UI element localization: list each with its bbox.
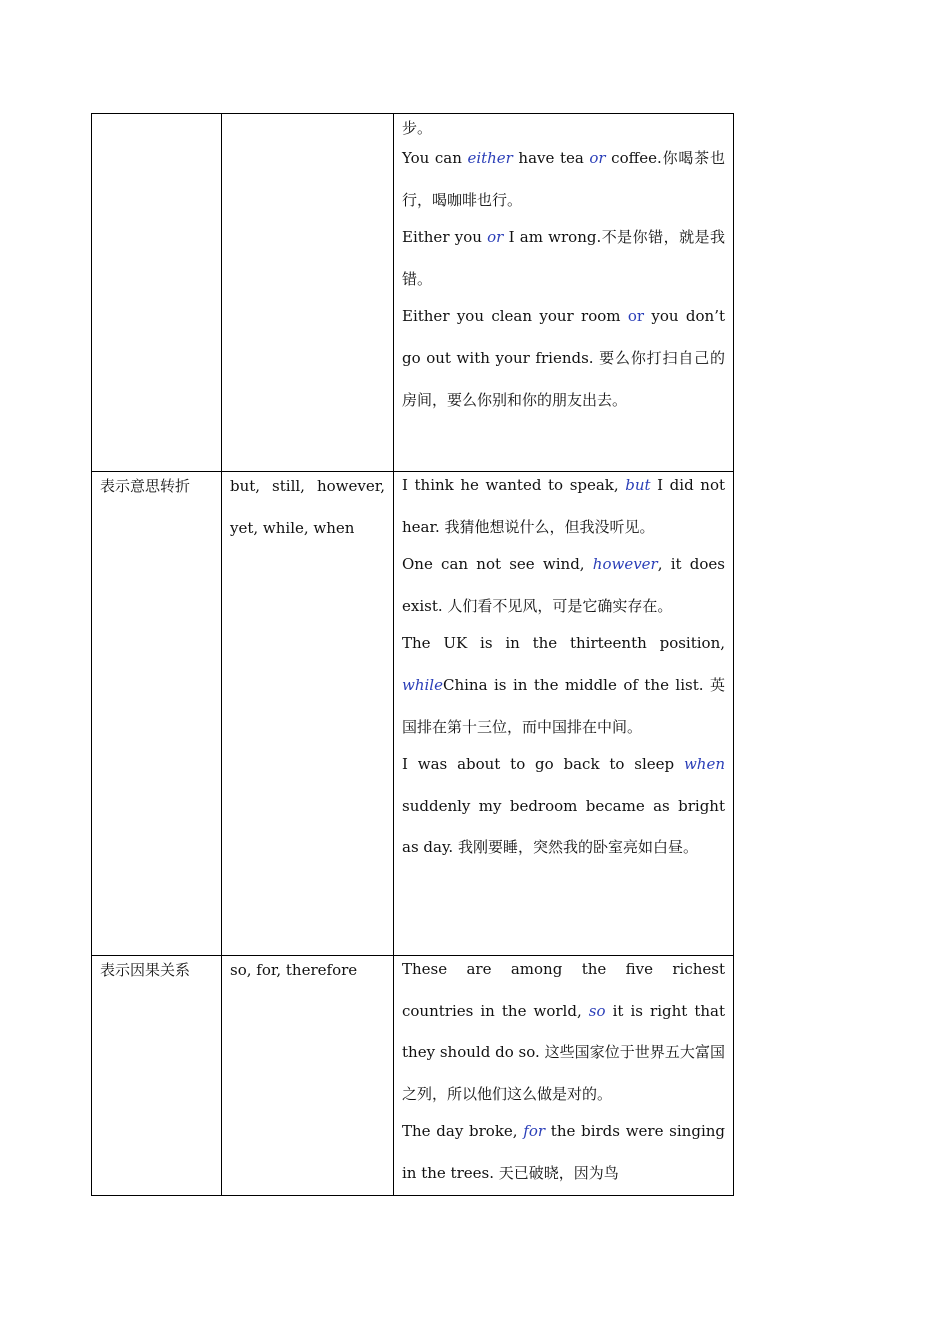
example-sentence xyxy=(402,138,725,221)
sentence-text: the birds were singing in the trees. 天已破晓，因为鸟 xyxy=(402,1122,725,1182)
sentence-text: China is in the middle of the list. 英国排在第十三位，而中国排在中间。 xyxy=(402,675,725,736)
conjunctions-cell xyxy=(222,472,394,956)
category-label: 表示因果关系 xyxy=(100,961,191,979)
document-page xyxy=(91,113,733,1196)
conjunctions-cell xyxy=(222,956,394,1196)
examples-cell xyxy=(394,472,734,956)
conjunction-keyword: but xyxy=(625,476,651,494)
example-sentence xyxy=(402,465,725,548)
category-cell xyxy=(92,472,222,956)
examples-cell xyxy=(394,114,734,472)
sentence-text: have tea xyxy=(512,149,590,167)
sentence-text: Either you clean your room xyxy=(402,307,628,326)
conjunctions-list: so, for, therefore xyxy=(230,961,358,979)
examples-cell xyxy=(394,956,734,1196)
category-label: 表示意思转折 xyxy=(100,477,191,495)
sentence-text: , it does exist. 人们看不见风，可是它确实存在。 xyxy=(402,555,725,615)
conjunction-keyword: or xyxy=(627,307,645,326)
sentence-text: These are among the five richest countries in the world, xyxy=(402,960,725,1020)
category-cell xyxy=(92,114,222,472)
example-sentence xyxy=(402,623,725,748)
sentence-text: you don’t go out with your friends. 要么你打扫自己的房间，要么你别和你的朋友出去。 xyxy=(402,307,725,409)
conjunctions-list: but, still, however, yet, while, when xyxy=(230,477,385,537)
example-sentence xyxy=(402,949,725,1115)
example-sentence xyxy=(402,296,725,421)
sentence-text: The day broke, xyxy=(402,1122,524,1141)
sentence-text: it is right that they should do so. 这些国家位于世界五大富国之列，所以他们这么做是对的。 xyxy=(402,1001,725,1103)
conjunctions-cell xyxy=(222,114,394,472)
conjunction-keyword: or xyxy=(589,149,606,167)
sentence-text: Either you xyxy=(402,228,488,247)
sentence-text: 步。 xyxy=(402,119,433,137)
conjunction-keyword: either xyxy=(467,149,513,167)
example-sentence xyxy=(402,217,725,300)
sentence-text: suddenly my bedroom became as bright as day. 我刚要睡，突然我的卧室亮如白昼。 xyxy=(402,796,725,857)
conjunction-keyword: or xyxy=(487,228,504,247)
conjunction-keyword: so xyxy=(588,1001,606,1020)
table-row xyxy=(92,114,734,472)
table-row xyxy=(92,472,734,956)
table-row xyxy=(92,956,734,1196)
category-cell xyxy=(92,956,222,1196)
conjunction-keyword: while xyxy=(402,675,443,694)
example-sentence xyxy=(402,744,725,869)
sentence-text: I am wrong.不是你错，就是我错。 xyxy=(402,228,726,288)
sentence-text: I think he wanted to speak, xyxy=(402,476,626,494)
sentence-text: The UK is in the thirteenth position, xyxy=(402,634,725,653)
sentence-text: I was about to go back to sleep xyxy=(402,755,684,774)
sentence-text: One can not see wind, xyxy=(402,555,593,574)
sentence-text: coffee.你喝茶也行，喝咖啡也行。 xyxy=(402,149,725,209)
conjunction-keyword: however xyxy=(592,555,658,574)
conjunction-keyword: for xyxy=(523,1122,546,1141)
sentence-text: I did not hear. 我猜他想说什么，但我没听见。 xyxy=(402,476,725,536)
conjunction-keyword: when xyxy=(683,755,725,774)
example-sentence xyxy=(402,1111,725,1194)
sentence-text: You can xyxy=(402,149,468,167)
conjunction-table xyxy=(91,113,734,1196)
example-sentence xyxy=(402,544,725,627)
